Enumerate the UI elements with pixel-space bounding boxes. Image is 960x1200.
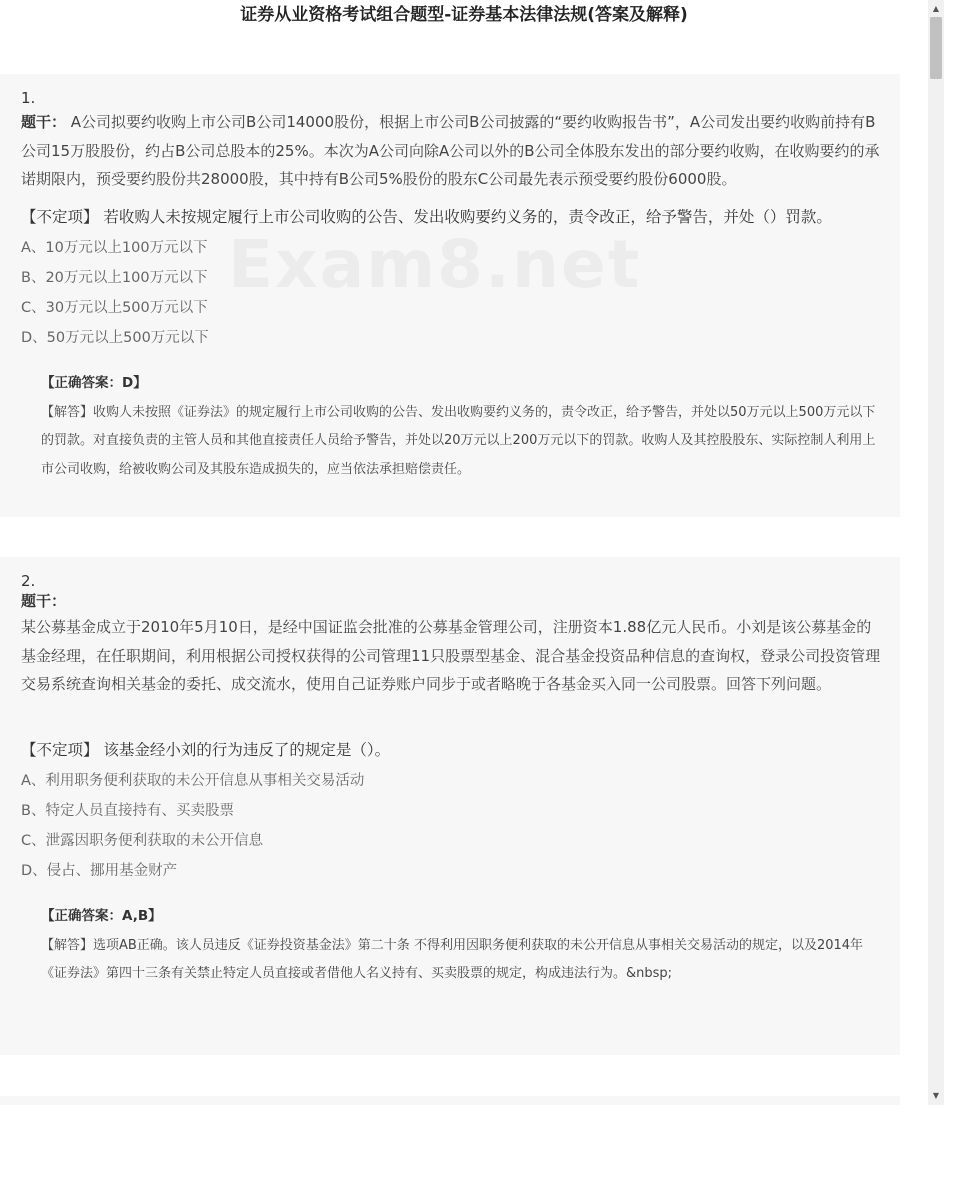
answer-block	[21, 373, 886, 485]
option-c[interactable]: C、泄露因职务便利获取的未公开信息	[21, 832, 264, 849]
question-card-3	[0, 1096, 900, 1105]
explanation: 【解答】选项AB正确。该人员违反《证券投资基金法》第二十条 不得利用因职务便利获取的未公开信息从事相关交易活动的规定，以及2014年《证券法》第四十三条有关禁止特定人员直接或者借他人名义持有、买卖股票的规定，构成违法行为。&nbsp;	[41, 937, 864, 981]
scroll-thumb[interactable]	[930, 17, 942, 79]
vertical-scrollbar[interactable]	[928, 0, 944, 1105]
question-number: 2.	[21, 572, 36, 590]
option-list	[21, 766, 886, 886]
page-title: 证券从业资格考试组合题型-证券基本法律法规(答案及解释)	[240, 5, 688, 25]
question-card-2	[0, 557, 900, 1055]
stem-text: A公司拟要约收购上市公司B公司14000股份，根据上市公司B公司披露的“要约收购报告书”，A公司发出要约收购前持有B公司15万股股份，约占B公司总股本的25%。本次为A公司向除A公司以外的B公司全体股东发出的部分要约收购，在收购要约的承诺期限内，预受要约股份共28000股，其中持有B公司5%股份的股东C公司最先表示预受要约股份6000股。	[21, 113, 880, 188]
watermark	[228, 230, 641, 300]
option-d[interactable]: D、侵占、挪用基金财产	[21, 862, 178, 879]
question-card-1	[0, 74, 900, 517]
question-stem	[21, 108, 886, 194]
scroll-down-arrow-icon[interactable]: ▼	[932, 1091, 940, 1100]
explanation: 【解答】收购人未按照《证券法》的规定履行上市公司收购的公告、发出收购要约义务的，责令改正，给予警告，并处以50万元以上500万元以下的罚款。对直接负责的主管人员和其他直接责任人员给予警告，并处以20万元以上200万元以下的罚款。收购人及其控股股东、实际控制人利用上市公司收购，给被收购公司及其股东造成损失的，应当依法承担赔偿责任。	[41, 404, 876, 477]
scroll-up-arrow-icon[interactable]: ▲	[932, 4, 940, 13]
correct-answer: 【正确答案：A,B】	[41, 907, 162, 924]
option-b[interactable]: B、20万元以上100万元以下	[21, 269, 208, 286]
question-prompt: 【不定项】 该基金经小刘的行为违反了的规定是（）。	[21, 740, 391, 759]
question-prompt: 【不定项】 若收购人未按规定履行上市公司收购的公告、发出收购要约义务的，责令改正，给予警告，并处（）罚款。	[21, 207, 832, 226]
correct-answer: 【正确答案：D】	[41, 374, 147, 391]
option-d[interactable]: D、50万元以上500万元以下	[21, 329, 209, 346]
option-c[interactable]: C、30万元以上500万元以下	[21, 299, 208, 316]
option-a[interactable]: A、10万元以上100万元以下	[21, 239, 208, 256]
question-number: 1.	[21, 89, 36, 107]
stem-label: 题干：	[21, 113, 67, 131]
answer-block	[21, 906, 886, 989]
option-a[interactable]: A、利用职务便利获取的未公开信息从事相关交易活动	[21, 772, 365, 789]
stem-label: 题干：	[21, 592, 67, 610]
question-stem: 某公募基金成立于2010年5月10日，是经中国证监会批准的公募基金管理公司，注册资本1.88亿元人民币。小刘是该公募基金的基金经理，在任职期间，利用根据公司授权获得的公司管理11只股票型基金、混合基金投资品种信息的查询权，登录公司投资管理交易系统查询相关基金的委托、成交流水，使用自己证券账户同步于或者略晚于各基金买入同一公司股票。回答下列问题。	[21, 618, 881, 693]
option-b[interactable]: B、特定人员直接持有、买卖股票	[21, 802, 234, 819]
